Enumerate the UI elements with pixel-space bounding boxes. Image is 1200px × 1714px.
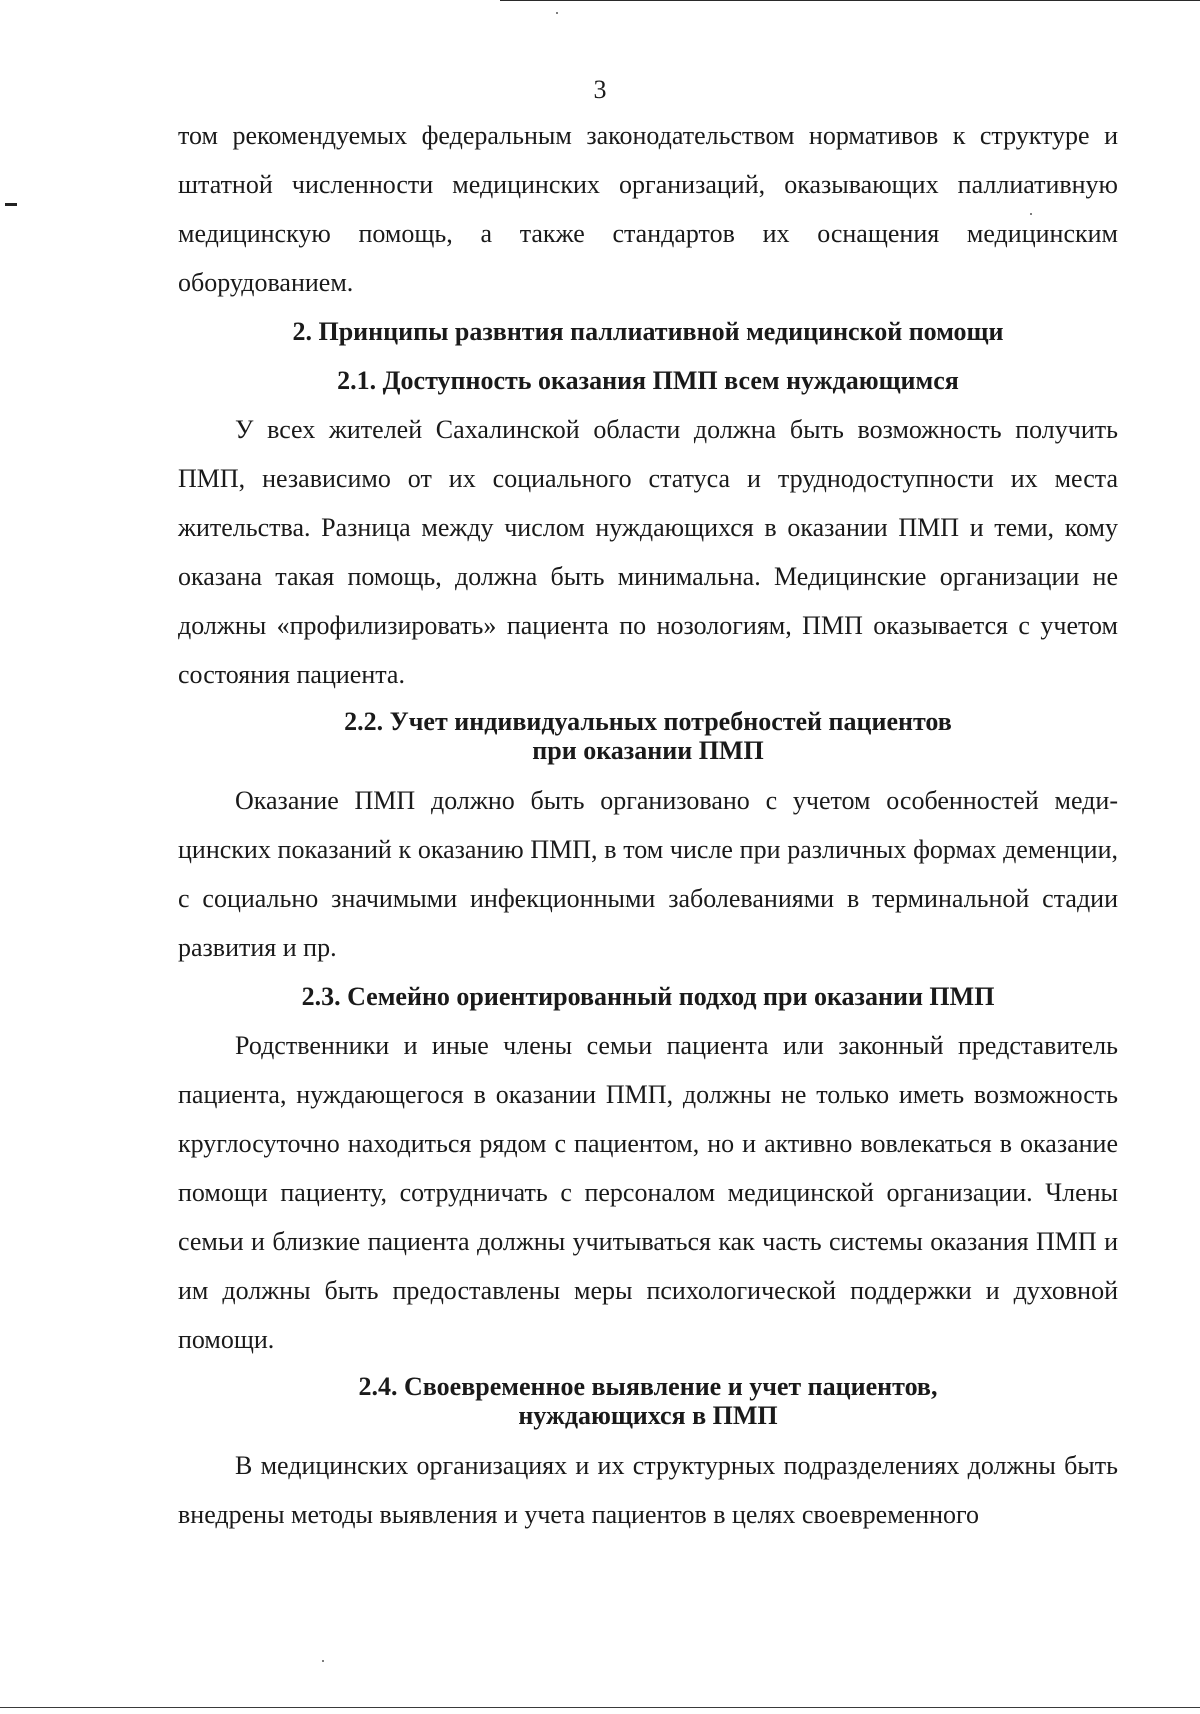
section-2-1-paragraph: У всех жителей Сахалинской области должна быть возможность получить ПМП, независимо от их социального статуса и труднодоступности их места жительства. Разница между числом нуждающихся в оказании ПМП и теми, кому оказана такая помощь, должна быть минимальна. Медицинские организации не должны «профилизировать» пациента по нозологиям, ПМП оказывается с учетом состояния пациента. <box>178 415 1118 689</box>
section-2-3-paragraph: Родственники и иные члены семьи пациента или законный представитель пациента, нуждающегося в оказании ПМП, должны не только иметь возможность круглосуточно находиться рядом с пациентом, но и активно вовлекаться в оказание помощи пациенту, сотрудничать с персоналом медицинской организации. Члены семьи и близкие пациента должны учитываться как часть системы оказания ПМП и им должны быть предоставлены меры психологической поддержки и духовной помощи. <box>178 1031 1118 1354</box>
scan-speck <box>556 12 558 14</box>
section-2-1-heading: 2.1. Доступность оказания ПМП всем нуждающимся <box>337 366 959 395</box>
section-2-4-heading <box>178 1364 1118 1441</box>
section-2-2-paragraph: Оказание ПМП должно быть организовано с учетом особенностей медицинских показаний к оказанию ПМП, в том числе при различных формах деменции, с социально значимыми инфекционными заболеваниями в терминальной стадии развития и пр. <box>178 786 1118 962</box>
scan-speck <box>322 1660 324 1662</box>
section-2-4-heading-line-2: нуждающихся в ПМП <box>518 1401 778 1430</box>
scan-edge-line-bottom <box>0 1707 1200 1708</box>
intro-paragraph: том рекомендуемых федеральным законодательством нормативов к структуре и штатной численности медицинских организаций, оказывающих паллиативную медицинскую помощь, а также стандартов их оснащения медицинским оборудованием. <box>178 121 1118 297</box>
section-2-4-paragraph: В медицинских организациях и их структурных подразделениях должны быть внедрены методы выявления и учета пациентов в целях своевременного <box>178 1451 1118 1529</box>
scan-edge-line-top <box>500 0 1200 1</box>
section-2-heading: 2. Принципы развнтия паллиативной медицинской помощи <box>292 317 1004 346</box>
scan-artifact-mark <box>5 203 17 206</box>
section-2-2-heading <box>178 699 1118 776</box>
section-2-3-heading: 2.3. Семейно ориентированный подход при оказании ПМП <box>301 982 995 1011</box>
section-2-2-heading-line-1: 2.2. Учет индивидуальных потребностей пациентов <box>344 707 952 736</box>
section-2-2-heading-line-2: при оказании ПМП <box>532 736 764 765</box>
page-number: 3 <box>593 75 607 104</box>
section-2-4-heading-line-1: 2.4. Своевременное выявление и учет пациентов, <box>358 1372 938 1401</box>
document-body <box>178 111 1118 1539</box>
